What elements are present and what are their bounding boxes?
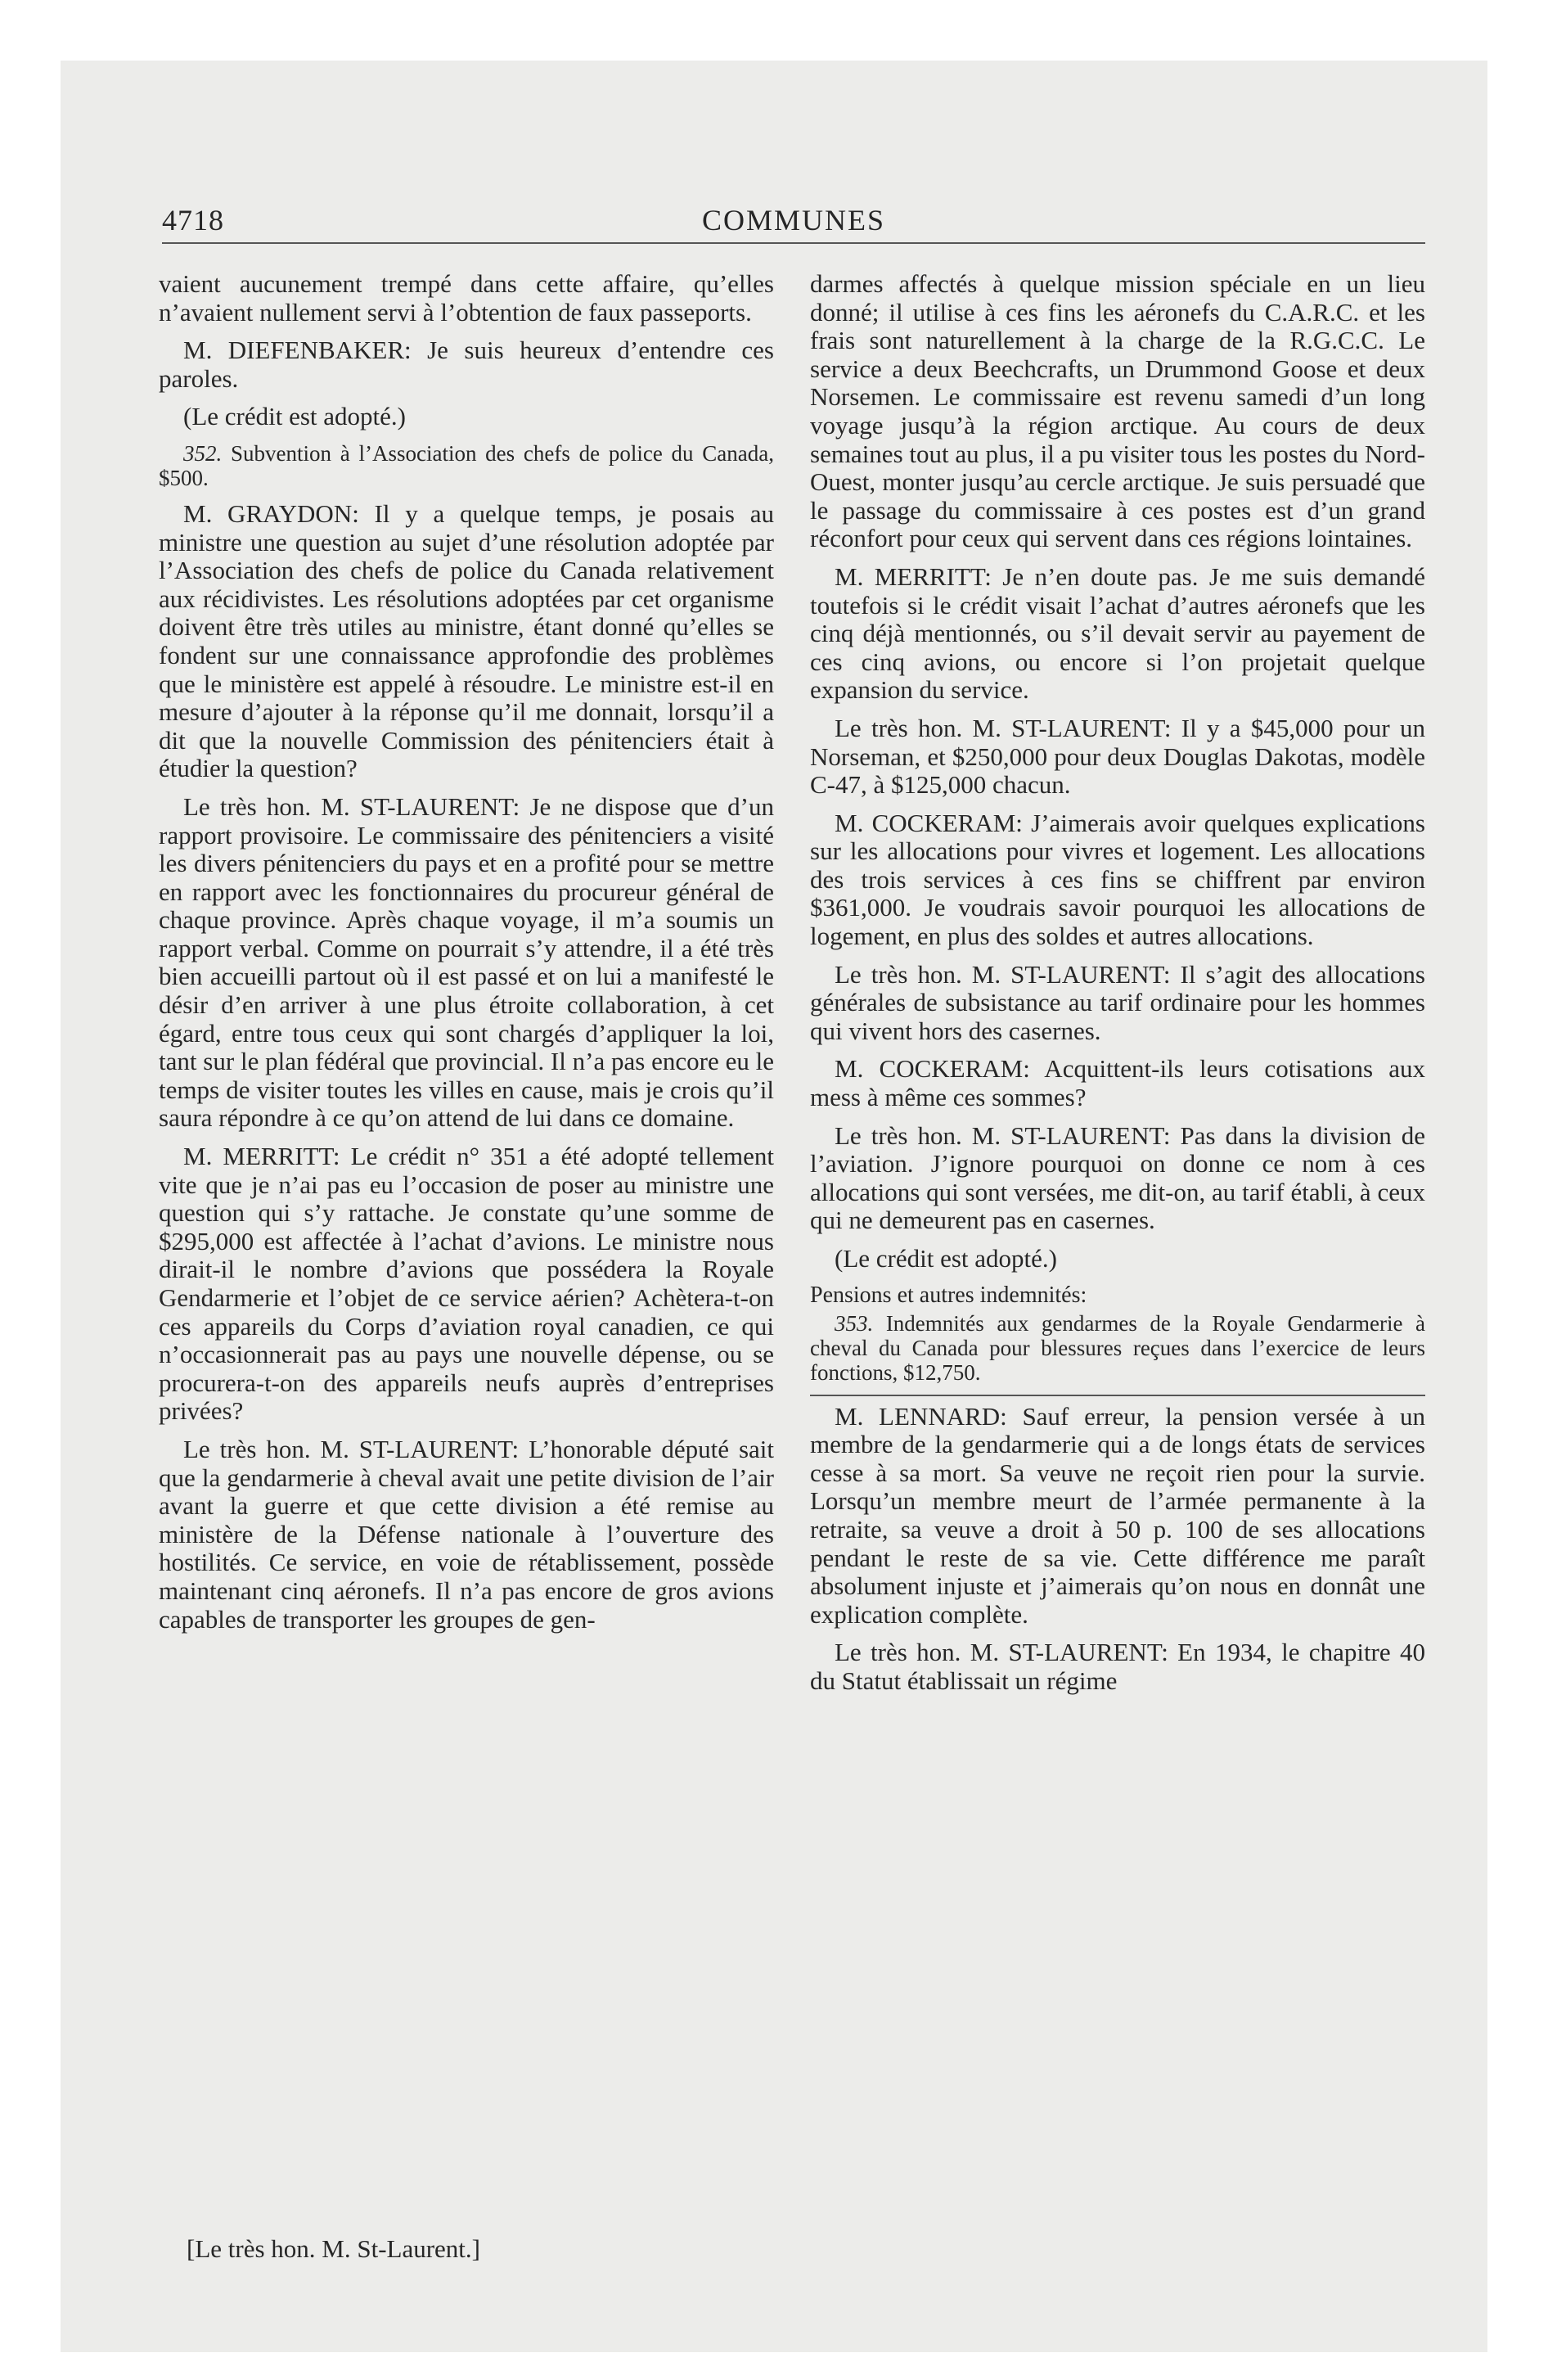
paragraph: M. LENNARD: Sauf erreur, la pension versée à un membre de la gendarmerie qui a de longs états de services cesse à sa mort. Sa veuve ne reçoit rien pour la survie. Lorsqu’un membre meurt de l’armée permanente à la retraite, sa veuve a droit à 50 p. 100 de ses allocations pendant le reste de sa vie. Cette différence me paraît absolument injuste et j’aimerais qu’on nous en donnât une explication complète.: [810, 1401, 1425, 1629]
paragraph: M. DIEFENBAKER: Je suis heureux d’entendre ces paroles.: [159, 336, 774, 393]
vote-text: Indemnités aux gendarmes de la Royale Gendarmerie à cheval du Canada pour blessures reçues dans l’exercice de leurs fonctions, $12,750.: [810, 1310, 1425, 1385]
header-rule: [162, 242, 1425, 244]
paragraph: M. MERRITT: Je n’en doute pas. Je me suis demandé toutefois si le crédit visait l’achat d’autres aéronefs que les cinq déjà mentionnés, ou s’il devait servir au payement de ces cinq avions, ou encore si l’on projetait quelque expansion du service.: [810, 561, 1425, 705]
right-column: [810, 270, 1425, 1706]
paragraph: M. COCKERAM: Acquittent-ils leurs cotisations aux mess à même ces sommes?: [810, 1054, 1425, 1112]
vote-item-352: [159, 441, 774, 490]
paragraph: vaient aucunement trempé dans cette affaire, qu’elles n’avaient nullement servi à l’obtention de faux passeports.: [159, 269, 774, 327]
paragraph: Le très hon. M. ST-LAURENT: Il s’agit des allocations générales de subsistance au tarif ordinaire pour les hommes qui vivent hors des casernes.: [810, 959, 1425, 1045]
vote-number: 352.: [183, 440, 223, 466]
paragraph: Le très hon. M. ST-LAURENT: Je ne dispose que d’un rapport provisoire. Le commissaire des pénitenciers a visité les divers pénitenciers du pays et en a profité pour se mettre en rapport avec les fonctionnaires du procureur général de chaque province. Après chaque voyage, il m’a soumis un rapport verbal. Comme on pourrait s’y attendre, il a été très bien accueilli partout où il est passé et on lui a manifesté le désir d’en arriver à une plus étroite collaboration, à cet égard, entre tous ceux qui sont chargés d’appliquer la loi, tant sur le plan fédéral que provincial. Il n’a pas encore eu le temps de visiter toutes les villes en cause, mais je crois qu’il saura répondre à ce qu’on attend de lui dans ce domaine.: [159, 791, 774, 1133]
motion-text: (Le crédit est adopté.): [835, 1244, 1057, 1273]
section-rule: [810, 1395, 1425, 1396]
motion-text: (Le crédit est adopté.): [183, 402, 406, 431]
section-heading: Pensions et autres indemnités:: [810, 1282, 1087, 1308]
paragraph: Le très hon. M. ST-LAURENT: Pas dans la division de l’aviation. J’ignore pourquoi on donne ce nom à ces allocations qui sont versées, me dit-on, au tarif établi, à ceux qui ne demeurent pas en casernes.: [810, 1120, 1425, 1235]
paragraph: M. MERRITT: Le crédit n° 351 a été adopté tellement vite que je n’ai pas eu l’occasion de poser au ministre une question qui s’y rattache. Je constate qu’une somme de $295,000 est affectée à l’achat d’avions. Le ministre nous dirait-il le nombre d’avions que possédera la Royale Gendarmerie et l’objet de ce service aérien? Achètera-t-on ces appareils du Corps d’aviation royal canadien, ce qui n’occasionnerait pas au pays une nouvelle dépense, ou se procurera-t-on des appareils neufs auprès d’entreprises privées?: [159, 1142, 774, 1426]
paragraph: Le très hon. M. ST-LAURENT: En 1934, le chapitre 40 du Statut établissait un régime: [810, 1638, 1425, 1695]
running-title: COMMUNES: [701, 204, 886, 237]
paragraph: darmes affectés à quelque mission spéciale en un lieu donné; il utilise à ces fins les aéronefs du C.A.R.C. et les frais sont naturellement à la charge de la R.G.C.C. Le service a deux Beechcrafts, un Drummond Goose et deux Norsemen. Le commissaire est revenu samedi d’un long voyage jusqu’à la région arctique. Au cours de deux semaines tout au plus, il a pu visiter tous les postes du Nord-Ouest, monter jusqu’au cercle arctique. Je suis persuadé que le passage du commissaire à ces postes est d’un grand réconfort pour ceux qui servent dans ces régions lointaines.: [810, 269, 1425, 553]
paragraph: Le très hon. M. ST-LAURENT: Il y a $45,000 pour un Norseman, et $250,000 pour deux Douglas Dakotas, modèle C-47, à $125,000 chacun.: [810, 713, 1425, 800]
paragraph: M. GRAYDON: Il y a quelque temps, je posais au ministre une question au sujet d’une résolution adoptée par l’Association des chefs de police du Canada relativement aux récidivistes. Les résolutions adoptées par cet organisme doivent être très utiles au ministre, étant donné qu’elles se fondent sur une connaissance approfondie des problèmes que le ministère est appelé à résoudre. Le ministre est-il en mesure d’ajouter à la réponse qu’il me donnait, lorsqu’il a dit que la nouvelle Commission des pénitenciers était à étudier la question?: [159, 498, 774, 783]
page-number: 4718: [162, 204, 224, 237]
vote-number: 353.: [835, 1310, 874, 1336]
paragraph: M. COCKERAM: J’aimerais avoir quelques explications sur les allocations pour vivres et logement. Les allocations des trois services à ces fins se chiffrent par environ $361,000. Je voudrais savoir pourquoi les allocations de logement, en plus des soldes et autres allocations.: [810, 808, 1425, 951]
vote-item-353: [810, 1311, 1425, 1385]
speaker-footer: [Le très hon. M. St-Laurent.]: [187, 2234, 480, 2263]
vote-text: Subvention à l’Association des chefs de police du Canada, $500.: [159, 440, 775, 490]
paragraph: Le très hon. M. ST-LAURENT: L’honorable député sait que la gendarmerie à cheval avait une petite division de l’air avant la guerre et que cette division a été remise au ministère de la Défense nationale à l’ouverture des hostilités. Ce service, en voie de rétablissement, possède maintenant cinq aéronefs. Il n’a pas encore de gros avions capables de transporter les groupes de gen-: [159, 1434, 774, 1634]
left-column: [159, 270, 774, 1643]
page-header: [162, 203, 1425, 244]
